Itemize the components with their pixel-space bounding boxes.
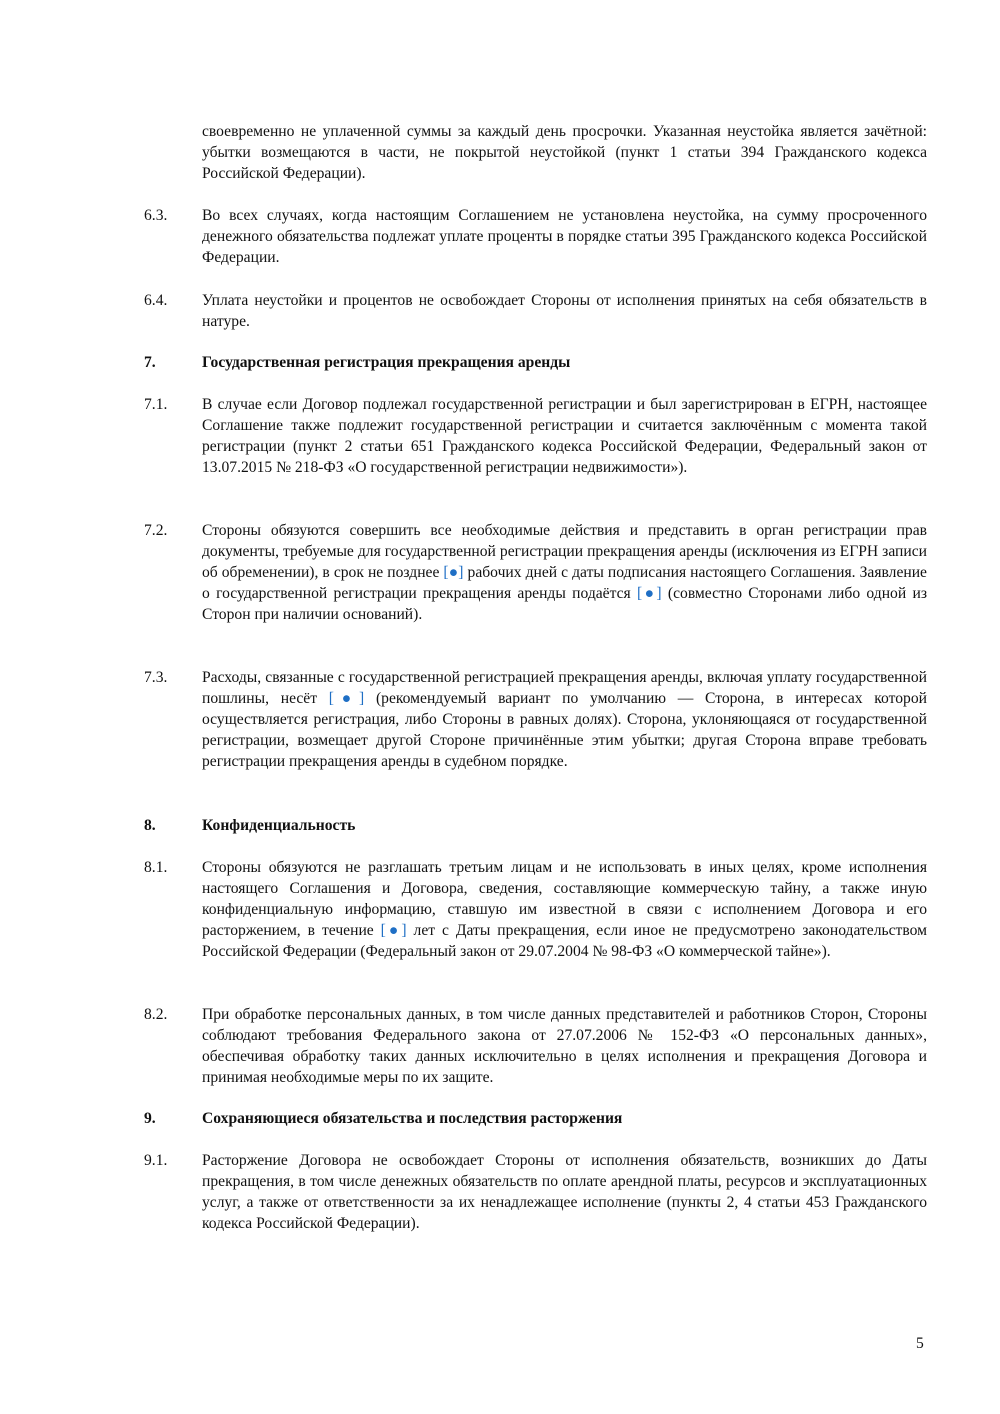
clause-number-8-1: 8.1. <box>144 859 168 876</box>
clause-number-9-1: 9.1. <box>144 1152 168 1169</box>
clause-7-3-text-part1: Расходы, связанные с государственной регистрацией прекращения аренды, включая уплату государственной пошлины, несёт <box>202 669 927 707</box>
clause-number-6-4: 6.4. <box>144 292 168 309</box>
page-number: 5 <box>916 1335 924 1352</box>
section-heading-8: Конфиденциальность <box>202 817 356 834</box>
clause-8-2 <box>202 1004 927 1088</box>
clause-7-2-text-part3: (совместно Сторонами либо одной из Сторон при наличии оснований). <box>202 585 927 623</box>
clause-9-1 <box>202 1150 927 1234</box>
placeholder-applicant: [●] <box>637 585 662 602</box>
clause-6-4 <box>202 290 927 332</box>
paragraph-intro <box>202 121 927 184</box>
section-number-8: 8. <box>144 817 156 834</box>
section-number-7: 7. <box>144 354 156 371</box>
clause-8-1 <box>202 857 927 962</box>
clause-7-3-text-part2: (рекомендуемый вариант по умолчанию — Сторона, в интересах которой осуществляется регистрация, либо Стороны в равных долях). Сторона, уклоняющаяся от государственной регистрации, возмещает другой Стороне причинённые этим убытки; другая Сторона вправе требовать регистрации прекращения аренды в судебном порядке. <box>202 690 927 770</box>
clause-7-2-text-part1: Стороны обязуются совершить все необходимые действия и представить в орган регистрации прав документы, требуемые для государственной регистрации прекращения аренды (исключения из ЕГРН записи об обременении), в срок не позднее <box>202 522 927 581</box>
clause-8-2-text: При обработке персональных данных, в том числе данных представителей и работников Сторон, Стороны соблюдают требования Федерального закона от 27.07.2006 № 152-ФЗ «О персональных данных», обеспечивая обработку таких данных исключительно в целях исполнения и прекращения Договора и принимая необходимые меры по их защите. <box>202 1006 927 1086</box>
section-number-9: 9. <box>144 1110 156 1127</box>
clause-6-3-text: Во всех случаях, когда настоящим Соглашением не установлена неустойка, на сумму просроченного денежного обязательства подлежат уплате проценты в порядке статьи 395 Гражданского кодекса Российской Федерации. <box>202 207 927 266</box>
clause-number-7-3: 7.3. <box>144 669 168 686</box>
clause-6-4-text: Уплата неустойки и процентов не освобождает Стороны от исполнения принятых на себя обязательств в натуре. <box>202 292 927 330</box>
placeholder-years: [●] <box>380 922 407 939</box>
clause-7-1-text: В случае если Договор подлежал государственной регистрации и был зарегистрирован в ЕГРН, настоящее Соглашение также подлежит государственной регистрации и считается заключённым с момента такой регистрации (пункт 2 статьи 651 Гражданского кодекса Российской Федерации, Федеральный закон от 13.07.2015 № 218-ФЗ «О государственной регистрации недвижимости»). <box>202 396 927 476</box>
section-heading-9: Сохраняющиеся обязательства и последствия расторжения <box>202 1110 623 1127</box>
placeholder-days: [●] <box>443 564 464 581</box>
clause-7-3 <box>202 667 927 772</box>
clause-8-1-text-part1: Стороны обязуются не разглашать третьим лицам и не использовать в иных целях, кроме исполнения настоящего Соглашения и Договора, сведения, составляющие коммерческую тайну, а также иную конфиденциальную информацию, ставшую им известной в связи с исполнением Договора и его расторжением, в течение <box>202 859 927 939</box>
clause-number-7-2: 7.2. <box>144 522 168 539</box>
clause-number-8-2: 8.2. <box>144 1006 168 1023</box>
paragraph-intro-text: своевременно не уплаченной суммы за каждый день просрочки. Указанная неустойка является зачётной: убытки возмещаются в части, не покрытой неустойкой (пункт 1 статьи 394 Гражданского кодекса Российской Федерации). <box>202 123 927 182</box>
clause-7-2-text-part2: рабочих дней с даты подписания настоящего Соглашения. Заявление о государственной регистрации прекращения аренды подаётся <box>202 564 927 602</box>
clause-9-1-text: Расторжение Договора не освобождает Стороны от исполнения обязательств, возникших до Даты прекращения, в том числе денежных обязательств по оплате арендной платы, ресурсов и эксплуатационных услуг, а также от ответственности за их ненадлежащее исполнение (пункты 2, 4 статьи 453 Гражданского кодекса Российской Федерации). <box>202 1152 927 1232</box>
clause-number-6-3: 6.3. <box>144 207 168 224</box>
section-heading-7: Государственная регистрация прекращения аренды <box>202 354 571 371</box>
clause-7-1 <box>202 394 927 478</box>
clause-number-7-1: 7.1. <box>144 396 168 413</box>
clause-6-3 <box>202 205 927 268</box>
placeholder-payer: [●] <box>328 690 365 707</box>
clause-8-1-text-part2: лет с Даты прекращения, если иное не предусмотрено законодательством Российской Федерации (Федеральный закон от 29.07.2004 № 98-ФЗ «О коммерческой тайне»). <box>202 922 927 960</box>
clause-7-2 <box>202 520 927 625</box>
